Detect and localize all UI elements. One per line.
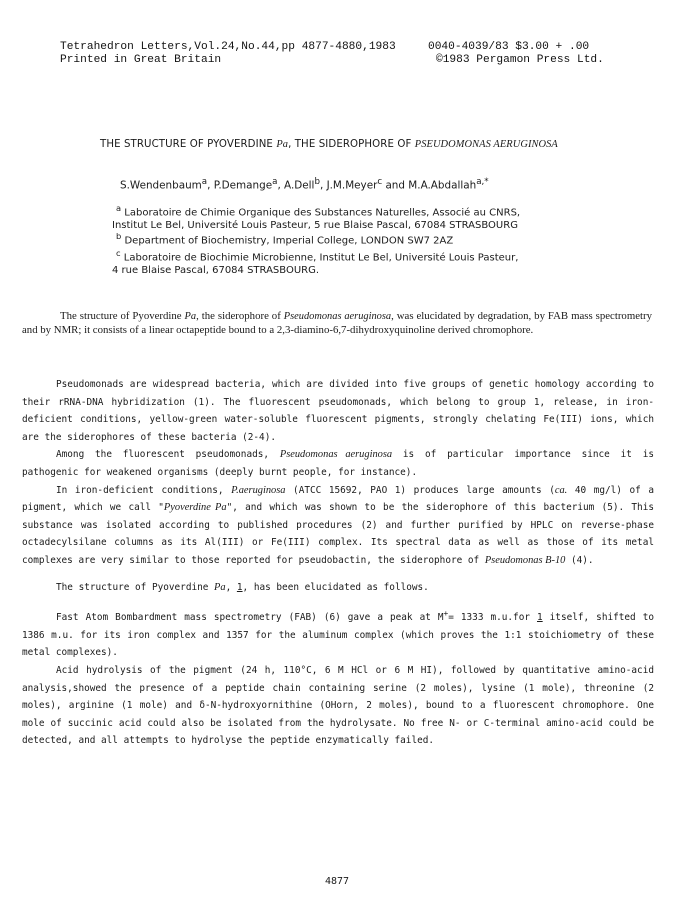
author-affil-mark: a,* — [476, 177, 489, 187]
abstract-text: , was elucidated by degradation, by FAB mass spectrometry and by NMR; it consists of a linear octapeptide bound to a 2,3-diamino-6,7-dihydroxyquinoline derived chromophore. — [22, 310, 653, 336]
price-code: 0040-4039/83 $3.00 + .00 — [428, 41, 590, 53]
paragraph-text: Fast Atom Bombardment mass spectrometry (FAB) (6) gave a peak at M — [56, 612, 444, 624]
paragraph-text: The structure of Pyoverdine — [56, 581, 215, 593]
author: S.Wendenbaum — [120, 179, 202, 192]
abstract-text: , the siderophore of — [196, 310, 284, 322]
paragraph-text: , has been elucidated as follows. — [242, 581, 429, 593]
paragraph-text: 40 mg/l) of a pigment, which we call " — [22, 484, 654, 514]
affiliation-mark: b — [116, 231, 122, 241]
affiliation-c — [112, 247, 636, 277]
paragraph-text: , — [225, 581, 237, 593]
author: A.Dell — [284, 179, 315, 192]
affiliation-line: Department of Biochemistry, Imperial College, LONDON SW7 2AZ — [124, 235, 454, 247]
author: J.M.Meyer — [326, 179, 378, 192]
paragraph-3 — [22, 482, 654, 570]
title-middle: , THE SIDEROPHORE OF — [288, 139, 415, 150]
paragraph-6: Acid hydrolysis of the pigment (24 h, 110°C, 6 M HCl or 6 M HI), followed by quantitative amino-acid analysis,showed the presence of a peptide chain containing serine (2 moles), lysine (1 mole), threonine (2 moles), arginine (1 mole) and δ-N-hydroxyornithine (OHorn, 2 moles), bound to a fluorescent chromophore. One mole of succinic acid could also be isolated from the hydrolysate. No free N- or C-terminal amino-acid could be detected, and all attempts to hydrolyse the peptide enzymatically failed. — [22, 665, 654, 747]
paragraph-text: itself, shifted to 1386 m.u. for its iron complex and 1357 for the aluminum complex (which proves the 1:1 stoichiometry of these metal complexes). — [22, 612, 654, 659]
paragraph-text: (4). — [565, 554, 594, 566]
compound-number: 1 — [236, 581, 243, 593]
species-name: P.aeruginosa — [231, 484, 286, 496]
page-number: 4877 — [325, 876, 350, 887]
paragraph-4 — [22, 579, 654, 597]
affiliation-b — [116, 230, 636, 247]
affiliation-line: Institut Le Bel, Université Louis Pasteur, 5 rue Blaise Pascal, 67084 STRASBOURG — [112, 220, 518, 232]
affiliation-line: Laboratoire de Chimie Organique des Substances Naturelles, Associé au CNRS, — [124, 207, 521, 219]
journal-citation: Tetrahedron Letters,Vol.24,No.44,pp 4877-4880,1983 — [60, 41, 396, 53]
author-affil-mark: a — [272, 177, 278, 187]
author-separator: , — [319, 179, 327, 192]
title-prefix: THE STRUCTURE OF PYOVERDINE — [100, 139, 277, 150]
paper-title — [100, 139, 558, 150]
abstract-text: The structure of Pyoverdine — [60, 310, 185, 322]
author-list — [120, 177, 489, 191]
species-name: Pseudomonas B-10 — [484, 554, 566, 566]
abstract-pa: Pa — [184, 311, 197, 322]
paragraph-text: (ATCC 15692, PAO 1) produces large amounts ( — [285, 484, 555, 496]
pyoverdine-name: Pyoverdine Pa — [163, 502, 227, 514]
author-separator: , — [207, 179, 214, 192]
compound-number: 1 — [537, 612, 543, 624]
title-species: PSEUDOMONAS AERUGINOSA — [414, 139, 558, 150]
charge-superscript: + — [443, 609, 449, 619]
pyoverdine-pa: Pa — [214, 581, 226, 593]
body-text — [22, 376, 654, 750]
abstract — [22, 310, 652, 337]
paragraph-5 — [22, 605, 654, 662]
abstract-species: Pseudomonas aeruginosa — [283, 311, 392, 322]
author-separator: , — [277, 179, 285, 192]
affiliation-line: Laboratoire de Biochimie Microbienne, Institut Le Bel, Université Louis Pasteur, — [123, 252, 519, 264]
author-affil-mark: c — [377, 177, 383, 187]
paragraph-2 — [22, 446, 654, 481]
affiliation-mark: a — [116, 203, 122, 213]
paragraph-1: Pseudomonads are widespread bacteria, which are divided into five groups of genetic homology according to their rRNA-DNA hybridization (1). The fluorescent pseudomonads, which belong to group 1, release, in iron-deficient conditions, yellow-green water-soluble fluorescent pigments, strongly chelating Fe(III) ions, which are the siderophores of these bacteria (2-4). — [22, 379, 654, 443]
paragraph-text: Among the fluorescent pseudomonads, — [56, 449, 280, 461]
copyright: ©1983 Pergamon Press Ltd. — [436, 54, 604, 66]
author-and: and — [382, 179, 409, 192]
affiliation-line: 4 rue Blaise Pascal, 67084 STRASBOURG. — [112, 265, 320, 277]
author-affil-mark: b — [314, 177, 320, 187]
printed-in: Printed in Great Britain — [60, 54, 222, 66]
author-affil-mark: a — [201, 177, 208, 187]
paragraph-text: ", and which was shown to be the siderophore of this bacterium (5). This substance was isolated according to published procedures (2) and further purified by HPLC on reverse-phase octadecylsilane columns as its Al(III) or Fe(III) complex. Its spectral data as well as those of its metal complexes are very similar to those reported for pseudobactin, the siderophore of — [22, 502, 654, 566]
ca-abbrev: ca. — [554, 484, 568, 496]
affiliation-mark: c — [116, 248, 121, 258]
title-pa: Pa — [276, 139, 289, 150]
species-name: Pseudomonas aeruginosa — [279, 449, 393, 461]
author: M.A.Abdallah — [408, 179, 477, 192]
affiliation-a — [112, 202, 636, 232]
author: P.Demange — [213, 179, 273, 192]
paragraph-text: In iron-deficient conditions, — [56, 484, 232, 496]
paragraph-text: = 1333 m.u.for — [448, 612, 537, 624]
paragraph-text: is of particular importance since it is pathogenic for weakened organisms (deeply burnt people, for instance). — [22, 449, 654, 478]
